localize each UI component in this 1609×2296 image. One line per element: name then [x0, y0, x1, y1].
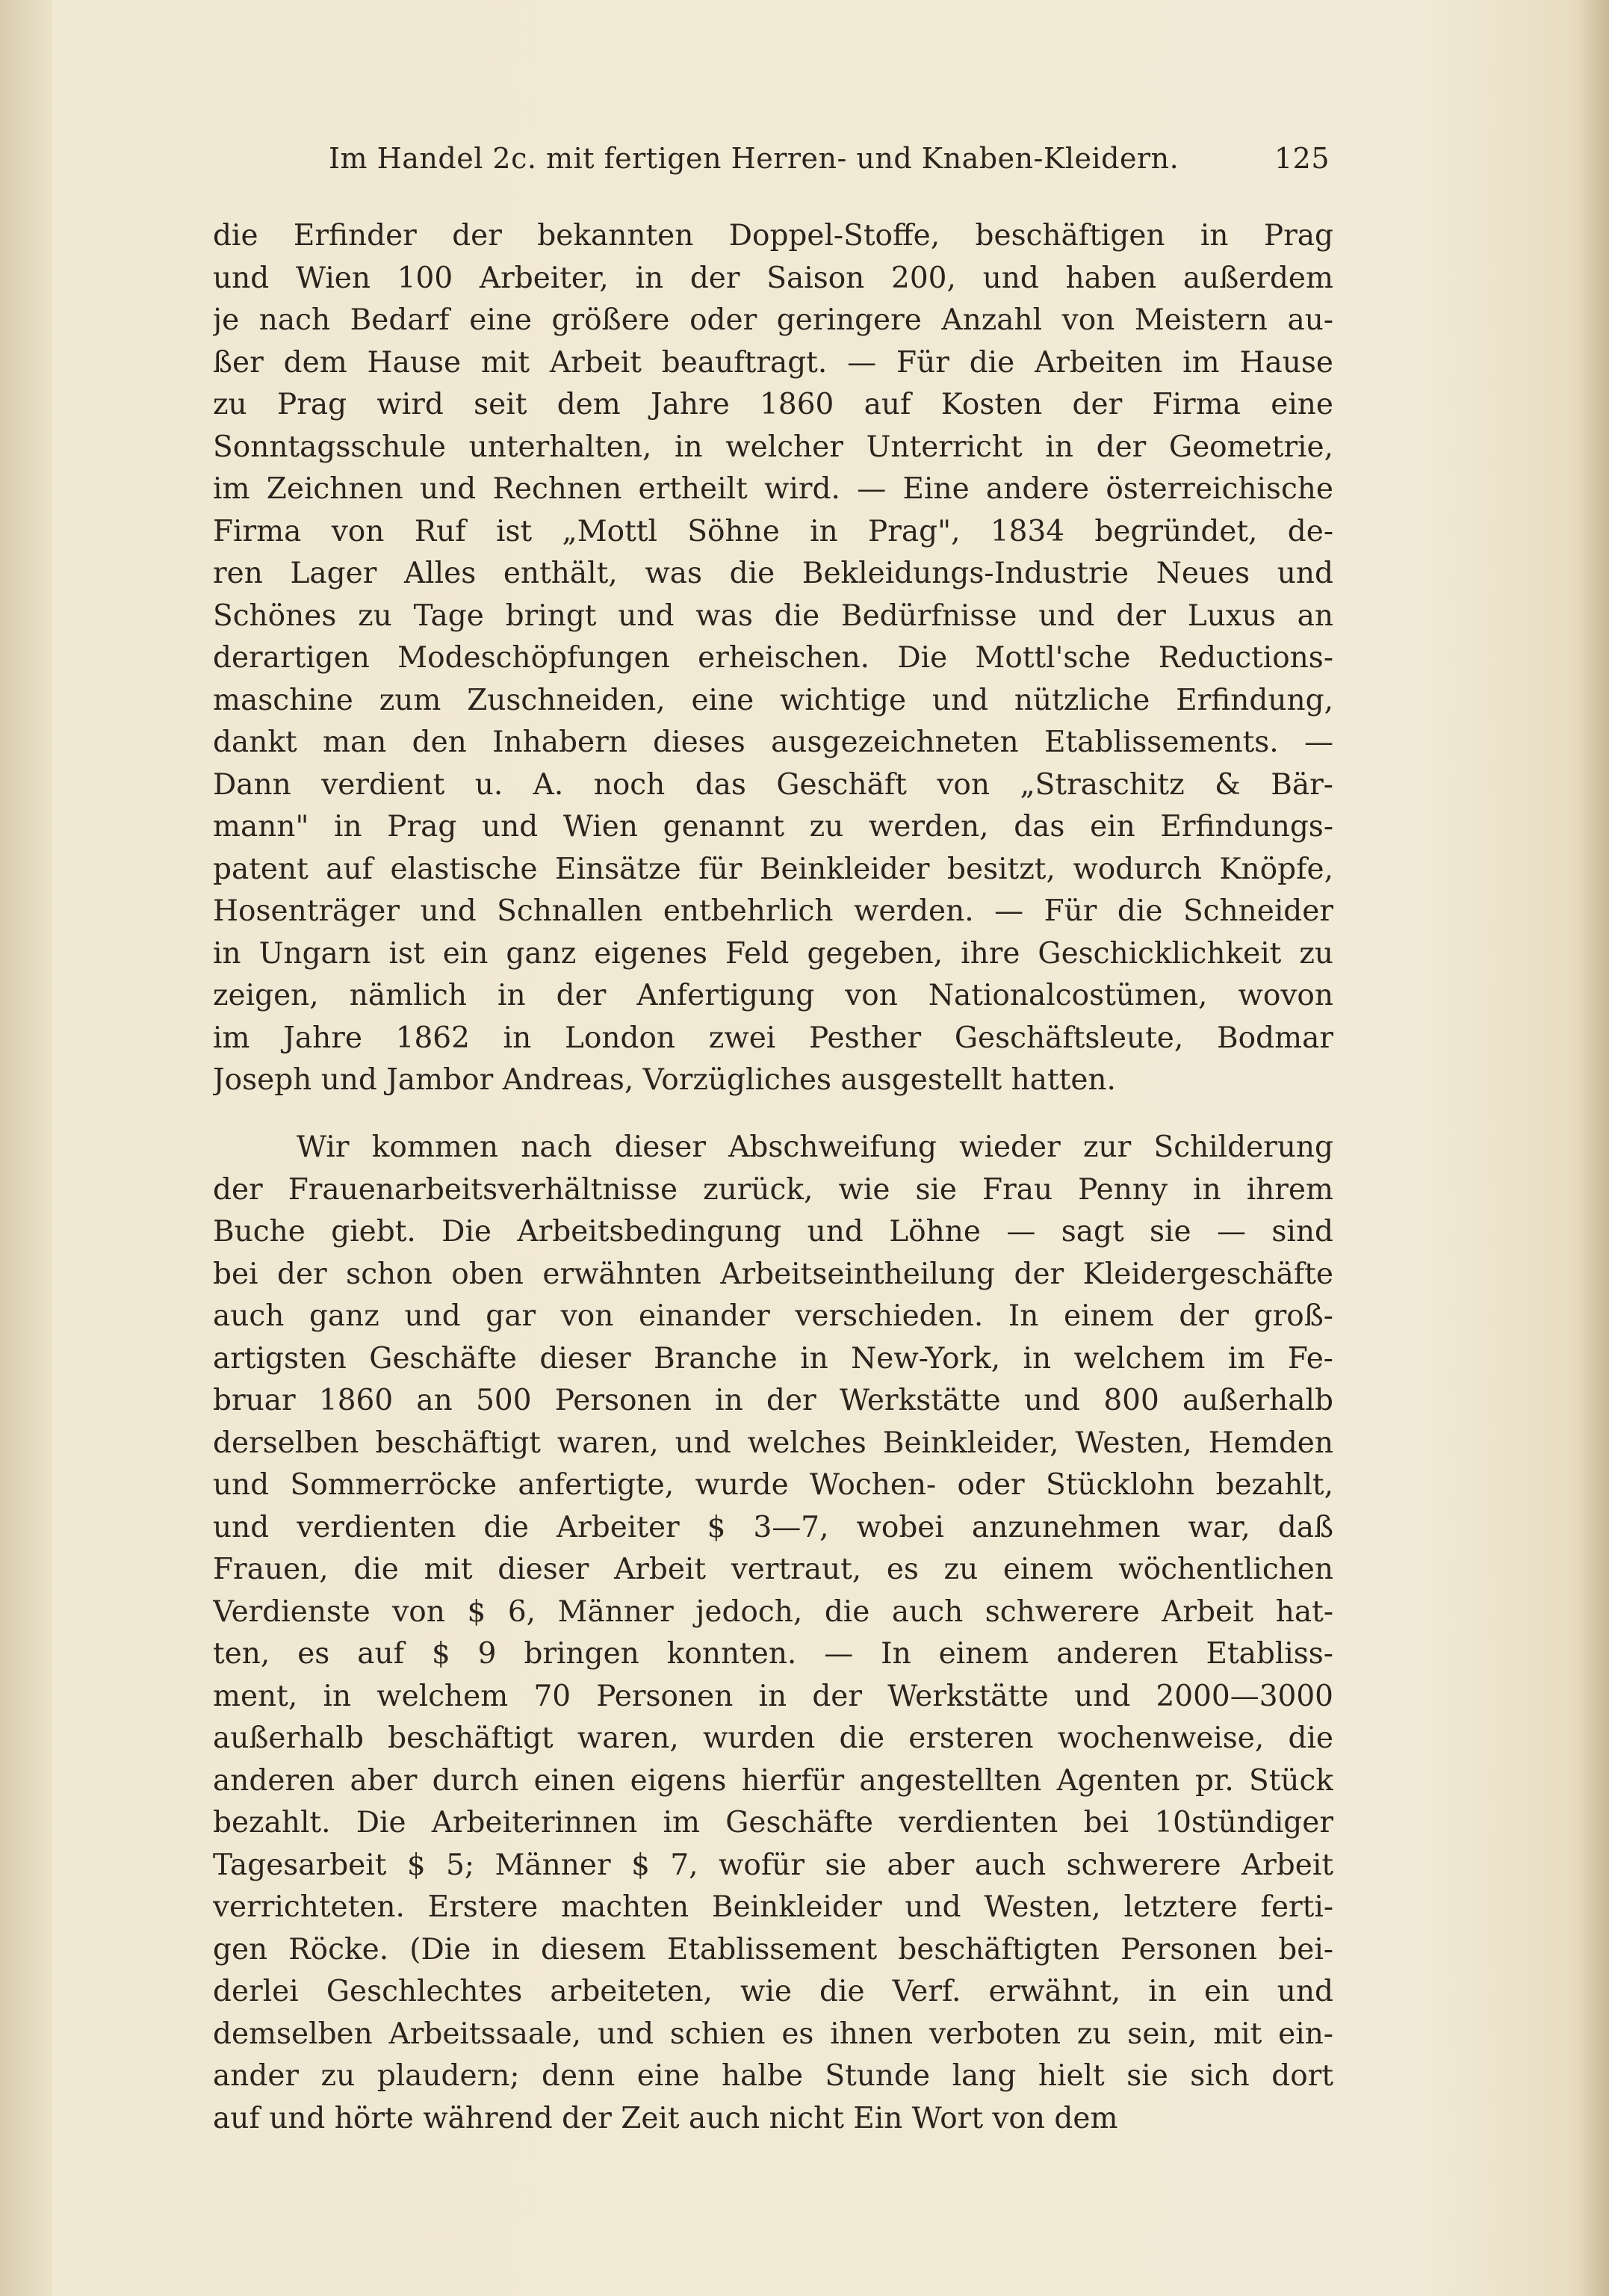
text-line: im Zeichnen und Rechnen ertheilt wird. — Eine andere österreichische [213, 472, 1333, 506]
text-line: verrichteten. Erstere machten Beinkleider und Westen, letztere ferti- [213, 1890, 1333, 1924]
text-line: ßer dem Hause mit Arbeit beauftragt. — Für die Arbeiten im Hause [213, 345, 1333, 380]
text-line: Schönes zu Tage bringt und was die Bedürfnisse und der Luxus an [213, 598, 1333, 633]
text-line: mann" in Prag und Wien genannt zu werden, das ein Erfindungs- [213, 810, 1333, 844]
page-header [329, 142, 1330, 187]
text-line: bruar 1860 an 500 Personen in der Werkstätte und 800 außerhalb [213, 1384, 1333, 1417]
text-line: maschine zum Zuschneiden, eine wichtige und nützliche Erfindung, [213, 683, 1333, 717]
page-number: 125 [1274, 142, 1330, 175]
text-line: außerhalb beschäftigt waren, wurden die ersteren wochenweise, die [213, 1721, 1333, 1755]
text-line: derselben beschäftigt waren, und welches Beinkleider, Westen, Hemden [213, 1426, 1333, 1460]
text-line: zu Prag wird seit dem Jahre 1860 auf Kosten der Firma eine [213, 388, 1333, 421]
paragraph-1 [213, 215, 1333, 1102]
text-line: Verdienste von $ 6, Männer jedoch, die auch schwerere Arbeit hat- [213, 1594, 1333, 1629]
text-line: derlei Geschlechtes arbeiteten, wie die Verf. erwähnt, in ein und [213, 1975, 1333, 2008]
text-line: in Ungarn ist ein ganz eigenes Feld gegeben, ihre Geschicklichkeit zu [213, 936, 1333, 971]
text-line: Tagesarbeit $ 5; Männer $ 7, wofür sie aber auch schwerere Arbeit [213, 1848, 1333, 1882]
text-line: Wir kommen nach dieser Abschweifung wieder zur Schilderung [297, 1130, 1333, 1164]
text-line: derartigen Modeschöpfungen erheischen. Die Mottl'sche Reductions- [213, 641, 1333, 675]
text-line: demselben Arbeitssaale, und schien es ihnen verboten zu sein, mit ein- [213, 2017, 1333, 2051]
text-line: zeigen, nämlich in der Anfertigung von Nationalcostümen, wovon [213, 979, 1333, 1012]
text-line: ten, es auf $ 9 bringen konnten. — In einem anderen Etabliss- [213, 1637, 1333, 1671]
text-line: dankt man den Inhabern dieses ausgezeichneten Etablissements. — [213, 725, 1333, 759]
text-line: und Sommerröcke anfertigte, wurde Wochen- oder Stücklohn bezahlt, [213, 1468, 1333, 1502]
text-line: bei der schon oben erwähnten Arbeitseintheilung der Kleidergeschäfte [213, 1257, 1333, 1291]
text-line: auf und hörte während der Zeit auch nicht Ein Wort von dem [213, 2101, 1118, 2135]
text-line: Dann verdient u. A. noch das Geschäft von „Straschitz & Bär- [213, 767, 1333, 802]
page-spine-shadow [0, 0, 52, 2296]
text-line: Hosenträger und Schnallen entbehrlich werden. — Für die Schneider [213, 894, 1333, 928]
text-line: je nach Bedarf eine größere oder geringere Anzahl von Meistern au- [213, 303, 1333, 337]
text-line: gen Röcke. (Die in diesem Etablissement beschäftigten Personen bei- [213, 1932, 1333, 1967]
text-line: die Erfinder der bekannten Doppel-Stoffe, beschäftigen in Prag [213, 219, 1333, 253]
text-line: Buche giebt. Die Arbeitsbedingung und Löhne — sagt sie — sind [213, 1215, 1333, 1248]
text-line: und Wien 100 Arbeiter, in der Saison 200, und haben außerdem [213, 261, 1333, 295]
text-line: der Frauenarbeitsverhältnisse zurück, wie sie Frau Penny in ihrem [213, 1172, 1333, 1207]
text-line: Joseph und Jambor Andreas, Vorzügliches ausgestellt hatten. [213, 1063, 1116, 1097]
page-edge-shadow [1579, 0, 1609, 2296]
text-line: auch ganz und gar von einander verschieden. In einem der groß- [213, 1299, 1333, 1333]
text-line: bezahlt. Die Arbeiterinnen im Geschäfte verdienten bei 10stündiger [213, 1806, 1333, 1839]
paragraph-2 [213, 1127, 1333, 2140]
text-line: Sonntagsschule unterhalten, in welcher Unterricht in der Geometrie, [213, 430, 1333, 464]
text-line: artigsten Geschäfte dieser Branche in New-York, in welchem im Fe- [213, 1341, 1333, 1376]
text-line: Frauen, die mit dieser Arbeit vertraut, es zu einem wöchentlichen [213, 1553, 1333, 1586]
text-line: ren Lager Alles enthält, was die Bekleidungs-Industrie Neues und [213, 557, 1333, 590]
running-title: Im Handel 2c. mit fertigen Herren- und Knaben-Kleidern. [329, 142, 1179, 175]
text-line: ander zu plaudern; denn eine halbe Stunde lang hielt sie sich dort [213, 2059, 1333, 2093]
text-line: im Jahre 1862 in London zwei Pesther Geschäftsleute, Bodmar [213, 1021, 1333, 1055]
text-line: ment, in welchem 70 Personen in der Werkstätte und 2000—3000 [213, 1679, 1333, 1713]
text-line: Firma von Ruf ist „Mottl Söhne in Prag", 1834 begründet, de- [213, 514, 1333, 548]
text-line: anderen aber durch einen eigens hierfür angestellten Agenten pr. Stück [213, 1763, 1333, 1798]
text-line: patent auf elastische Einsätze für Beinkleider besitzt, wodurch Knöpfe, [213, 852, 1333, 886]
text-line: und verdienten die Arbeiter $ 3—7, wobei anzunehmen war, daß [213, 1510, 1333, 1544]
